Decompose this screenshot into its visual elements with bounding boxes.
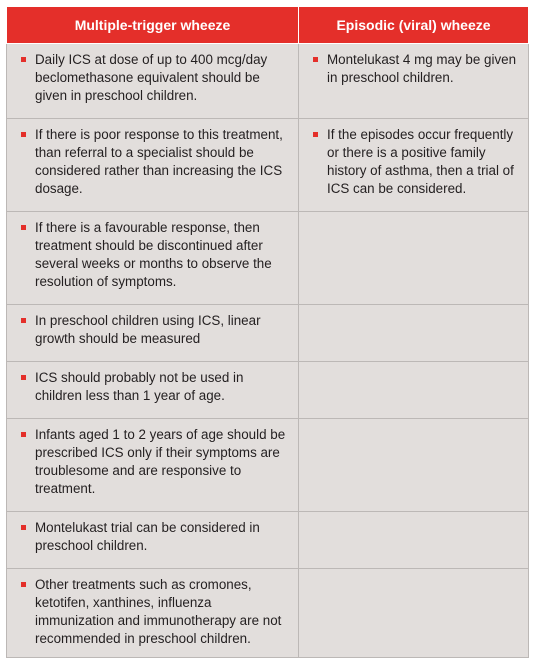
cell-text: If there is a favourable response, then treatment should be discontinued after several weeks or months to observe the resolution of symptoms.	[35, 220, 272, 289]
list-item	[313, 126, 520, 198]
wheeze-treatment-table	[6, 6, 529, 658]
cell-text: Montelukast 4 mg may be given in preschool children.	[327, 52, 517, 85]
table-cell	[7, 119, 299, 212]
table-cell	[7, 362, 299, 419]
list-item	[21, 519, 290, 555]
bullet-icon	[21, 375, 26, 380]
bullet-icon	[21, 582, 26, 587]
empty-cell	[299, 569, 529, 658]
header-episodic-viral-wheeze: Episodic (viral) wheeze	[299, 7, 529, 44]
cell-text: Daily ICS at dose of up to 400 mcg/day beclomethasone equivalent should be given in preschool children.	[35, 52, 268, 103]
table-row	[7, 44, 529, 119]
cell-text: In preschool children using ICS, linear growth should be measured	[35, 313, 261, 346]
list-item	[21, 51, 290, 105]
table-cell	[7, 512, 299, 569]
table-row	[7, 305, 529, 362]
table-cell	[299, 44, 529, 119]
bullet-icon	[21, 318, 26, 323]
table-cell	[7, 44, 299, 119]
table-cell	[299, 119, 529, 212]
empty-cell	[299, 212, 529, 305]
list-item	[21, 576, 290, 648]
list-item	[313, 51, 520, 87]
cell-text: Other treatments such as cromones, ketotifen, xanthines, influenza immunization and immunotherapy are not recommended in preschool children.	[35, 577, 282, 646]
table-row	[7, 512, 529, 569]
empty-cell	[299, 512, 529, 569]
table-row	[7, 119, 529, 212]
list-item	[21, 369, 290, 405]
list-item	[21, 426, 290, 498]
table-row	[7, 212, 529, 305]
cell-text: Infants aged 1 to 2 years of age should be prescribed ICS only if their symptoms are troublesome and are responsive to treatment.	[35, 427, 286, 496]
table-row	[7, 419, 529, 512]
wheeze-treatment-table-container	[6, 6, 528, 658]
bullet-icon	[21, 432, 26, 437]
cell-text: ICS should probably not be used in children less than 1 year of age.	[35, 370, 244, 403]
bullet-icon	[21, 132, 26, 137]
list-item	[21, 312, 290, 348]
table-cell	[7, 569, 299, 658]
table-cell	[7, 212, 299, 305]
table-cell	[7, 305, 299, 362]
cell-text: Montelukast trial can be considered in preschool children.	[35, 520, 260, 553]
table-row	[7, 362, 529, 419]
header-row	[7, 7, 529, 44]
empty-cell	[299, 419, 529, 512]
list-item	[21, 219, 290, 291]
cell-text: If there is poor response to this treatment, than referral to a specialist should be considered rather than increasing the ICS dosage.	[35, 127, 283, 196]
empty-cell	[299, 362, 529, 419]
list-item	[21, 126, 290, 198]
bullet-icon	[21, 525, 26, 530]
bullet-icon	[21, 225, 26, 230]
empty-cell	[299, 305, 529, 362]
bullet-icon	[21, 57, 26, 62]
bullet-icon	[313, 57, 318, 62]
cell-text: If the episodes occur frequently or there is a positive family history of asthma, then a trial of ICS can be considered.	[327, 127, 514, 196]
header-multiple-trigger-wheeze: Multiple-trigger wheeze	[7, 7, 299, 44]
table-cell	[7, 419, 299, 512]
table-row	[7, 569, 529, 658]
bullet-icon	[313, 132, 318, 137]
